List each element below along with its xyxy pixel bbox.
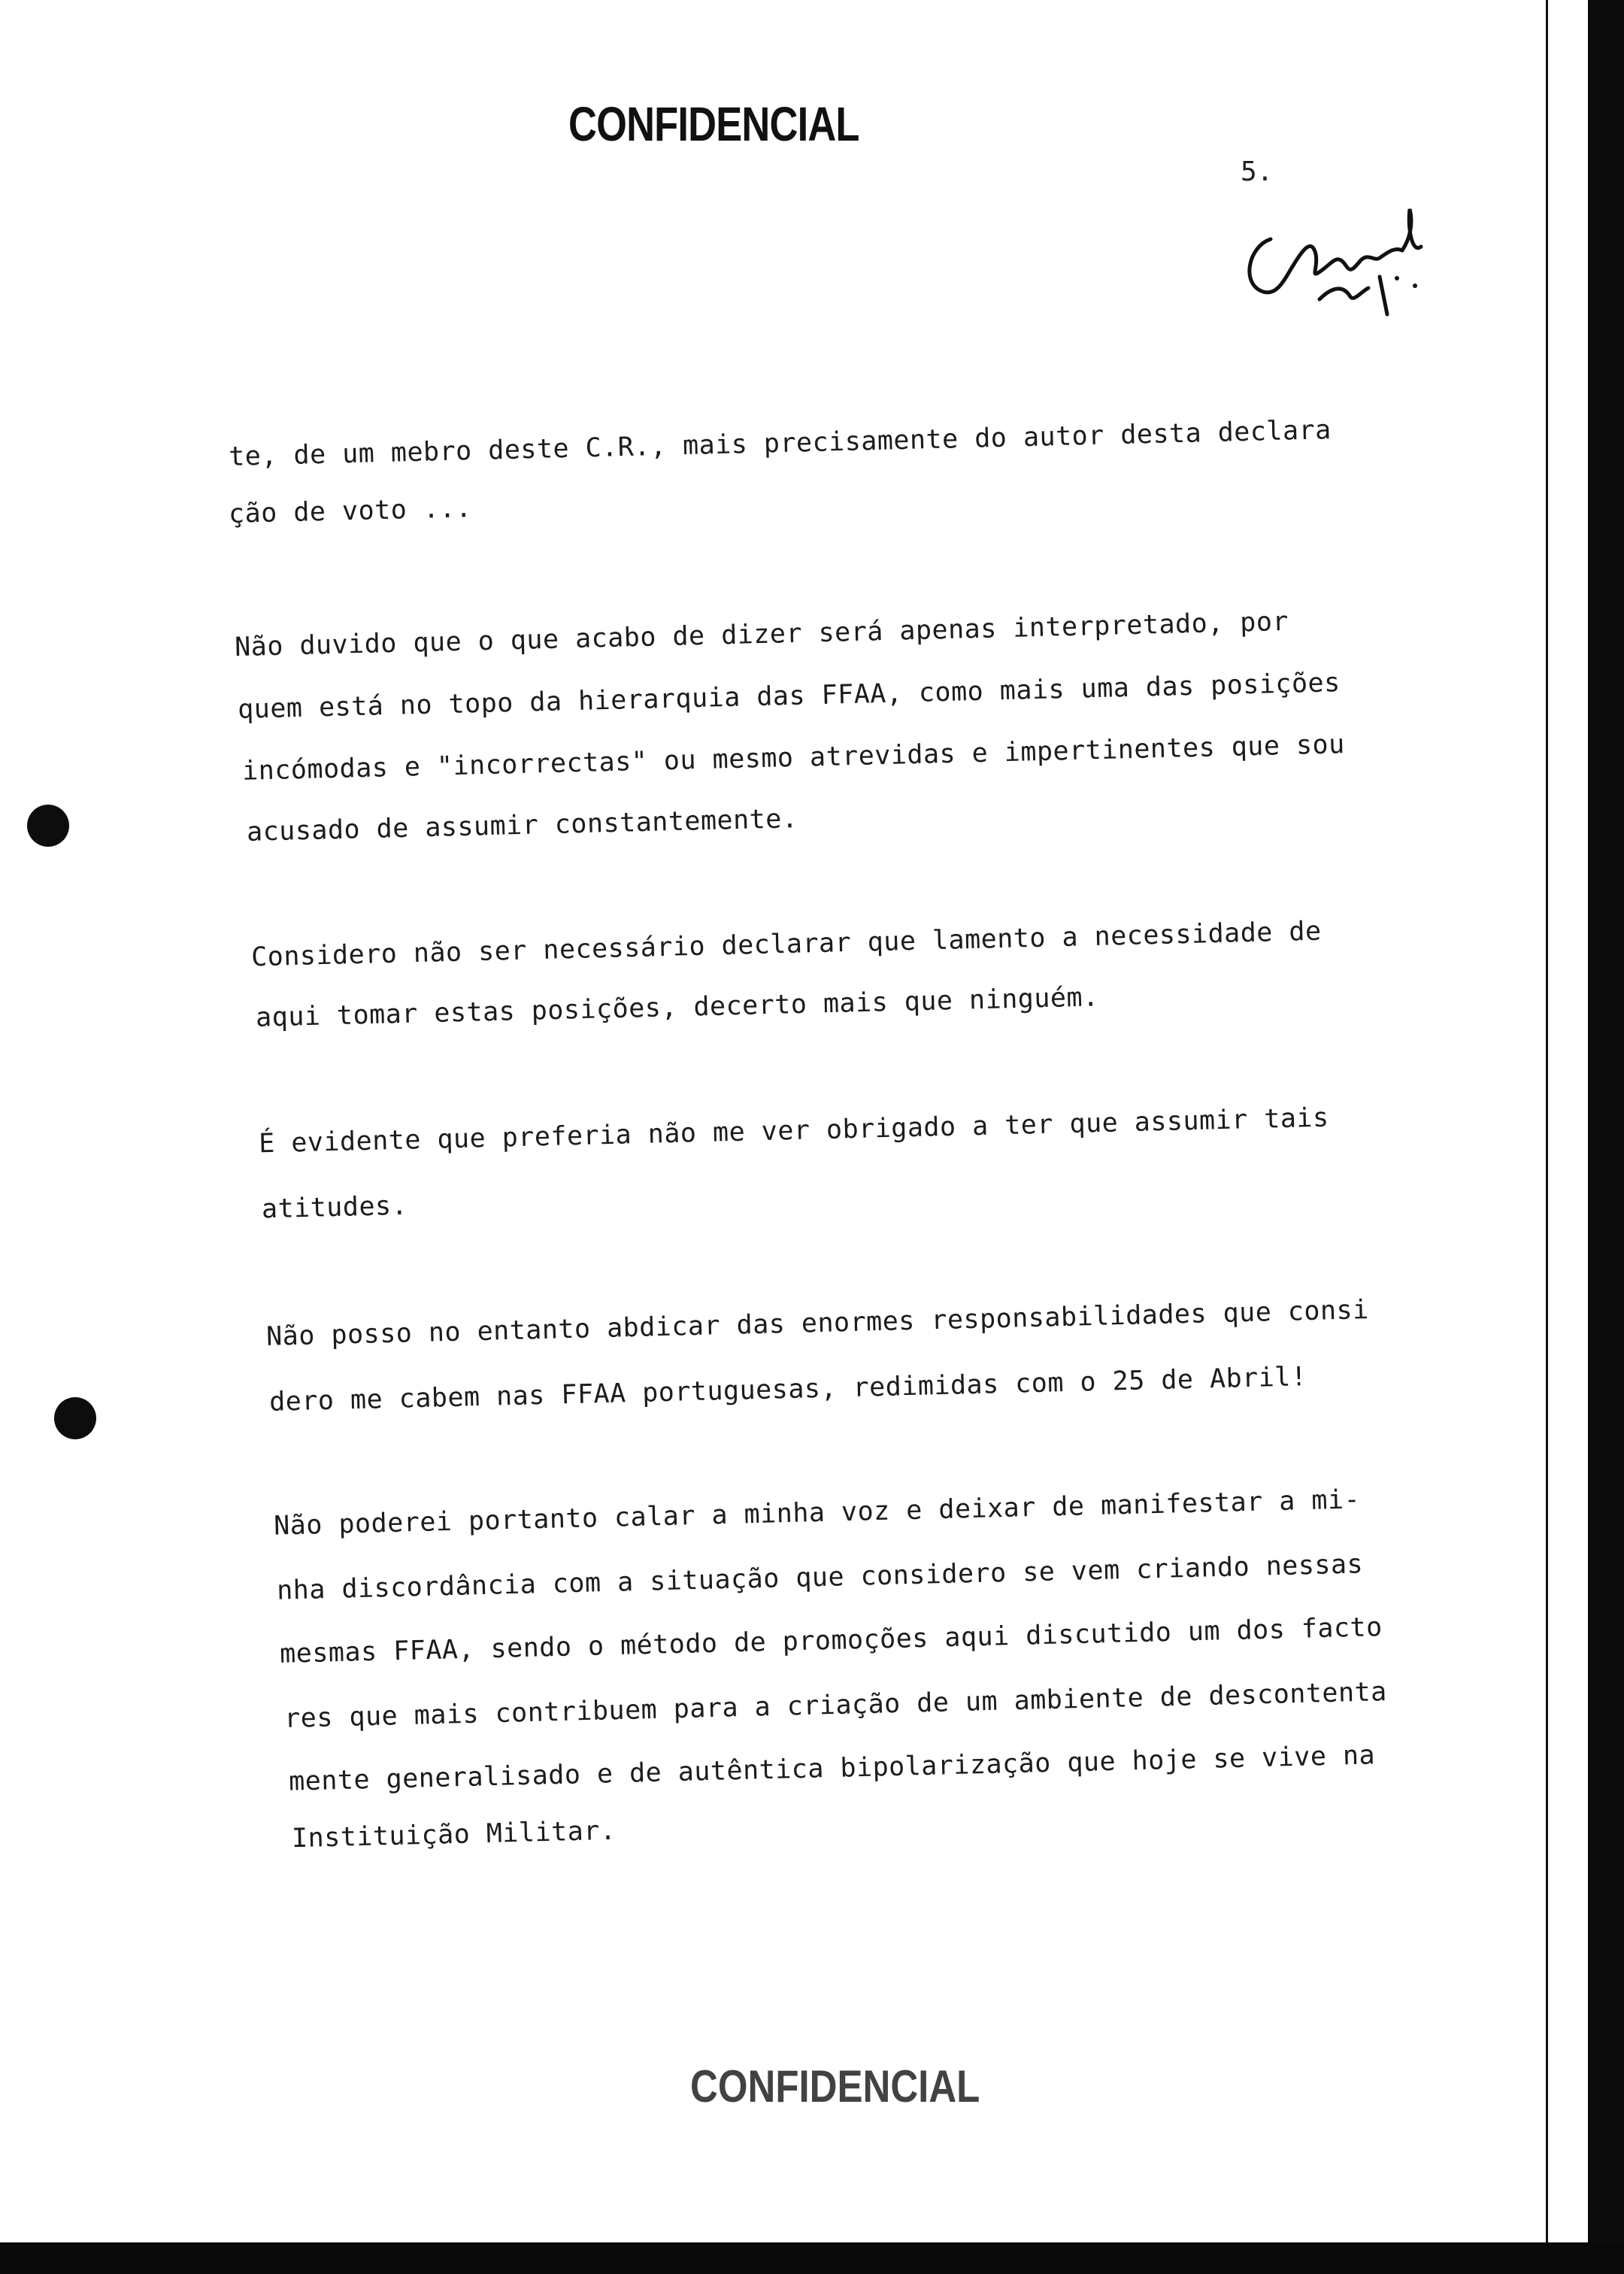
body-line: res que mais contribuem para a criação de um ambiente de descontenta: [283, 1677, 1388, 1734]
handwritten-signature-icon: [1241, 194, 1451, 322]
body-line: Não poderei portanto calar a minha voz e deixar de manifestar a mi-: [273, 1484, 1361, 1542]
body-line: Instituição Militar.: [291, 1815, 617, 1854]
body-line: ção de voto ...: [228, 493, 473, 529]
page-number: 5.: [1241, 156, 1274, 187]
body-line: quem está no topo da hierarquia das FFAA, como mais uma das posições: [237, 668, 1341, 725]
body-line: incómodas e "incorrectas" ou mesmo atrevidas e impertinentes que sou: [241, 729, 1346, 787]
body-line: te, de um mebro deste C.R., mais precisamente do autor desta declara: [228, 415, 1332, 472]
body-line: nha discordância com a situação que considero se vem criando nessas: [276, 1549, 1364, 1606]
body-line: Considero não ser necessário declarar que lamento a necessidade de: [250, 916, 1323, 973]
body-line: acusado de assumir constantemente.: [246, 804, 798, 847]
body-line: atitudes.: [261, 1190, 408, 1225]
confidential-stamp-top: CONFIDENCIAL: [568, 97, 859, 151]
confidential-stamp-bottom: CONFIDENCIAL: [690, 2061, 980, 2112]
punch-hole: [54, 1397, 96, 1439]
body-line: É evidente que preferia não me ver obrigado a ter que assumir tais: [258, 1102, 1330, 1160]
body-line: mente generalisado e de autêntica bipolarização que hoje se vive na: [288, 1740, 1376, 1797]
body-line: Não duvido que o que acabo de dizer será apenas interpretado, por: [234, 606, 1289, 663]
scan-bottom-edge: [0, 2242, 1624, 2274]
body-line: mesmas FFAA, sendo o método de promoções aqui discutido um dos facto: [279, 1612, 1383, 1669]
punch-hole: [27, 805, 69, 847]
body-line: Não posso no entanto abdicar das enormes responsabilidades que consi: [265, 1295, 1370, 1352]
body-line: aqui tomar estas posições, decerto mais que ninguém.: [255, 982, 1100, 1033]
binding-shadow: [1588, 0, 1624, 2274]
body-line: dero me cabem nas FFAA portuguesas, redimidas com o 25 de Abril!: [268, 1362, 1307, 1417]
